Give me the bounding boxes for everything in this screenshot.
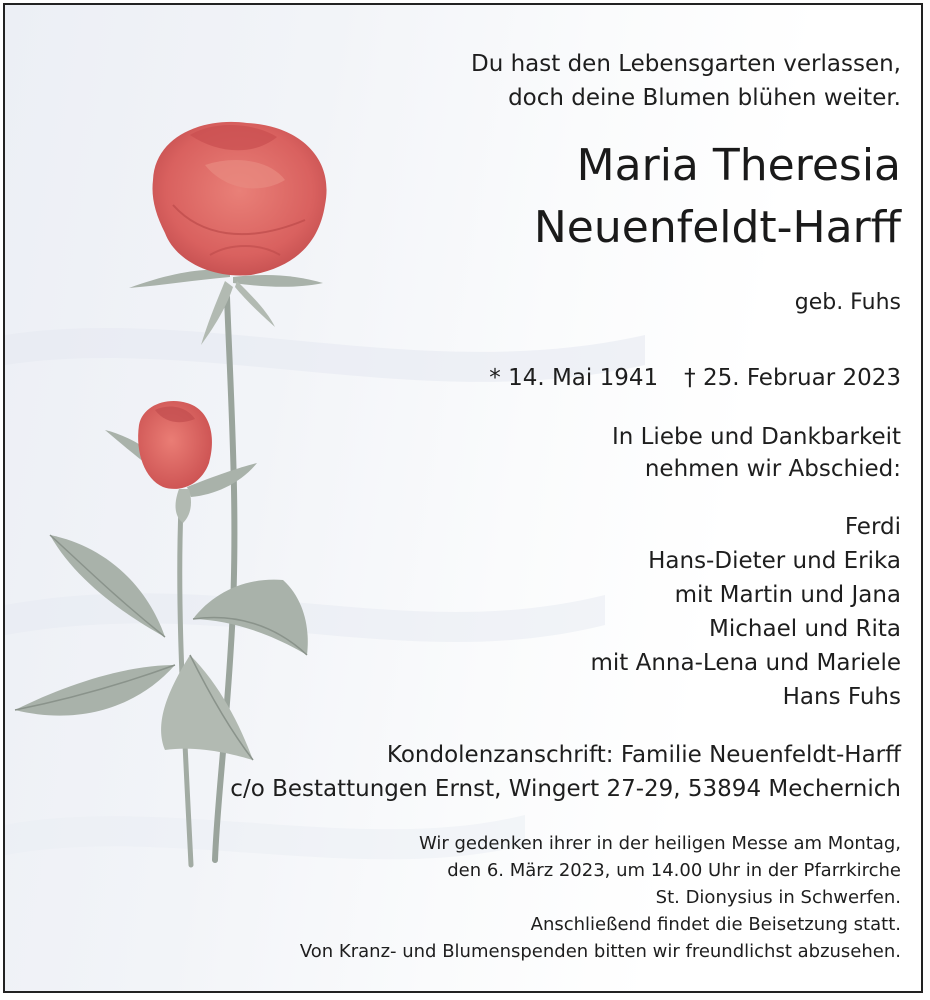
motto-line: Du hast den Lebensgarten verlassen, [470,51,901,77]
mourner: Hans Fuhs [782,684,901,710]
service-line: den 6. März 2023, um 14.00 Uhr in der Pfarrkirche [447,860,901,881]
service-info [300,830,901,965]
service-line: Anschließend findet die Beisetzung statt. [530,914,901,935]
motto [471,47,901,115]
address-line: Kondolenzanschrift: Familie Neuenfeldt-Harff [386,742,901,768]
first-names: Maria Theresia [576,140,901,191]
mourner: Ferdi [844,514,901,540]
surname: Neuenfeldt-Harff [533,202,901,253]
farewell-text [612,421,901,485]
condolence-address [230,738,901,806]
address-line: c/o Bestattungen Ernst, Wingert 27-29, 53894 Mechernich [230,776,901,802]
service-line: Von Kranz- und Blumenspenden bitten wir freundlichst abzusehen. [299,941,901,962]
mourner: mit Martin und Jana [674,582,901,608]
death-date: † 25. Februar 2023 [684,365,901,391]
mourners-list [591,510,902,714]
service-line: Wir gedenken ihrer in der heiligen Messe am Montag, [418,833,901,854]
mourner: Michael und Rita [709,616,901,642]
life-dates [489,362,901,394]
maiden-name-text: geb. Fuhs [794,290,901,315]
mourner: Hans-Dieter und Erika [648,548,901,574]
obituary-notice [3,3,923,993]
birth-date: * 14. Mai 1941 [489,365,659,391]
motto-line: doch deine Blumen blühen weiter. [508,85,901,111]
maiden-name [795,288,901,318]
farewell-line: nehmen wir Abschied: [644,456,901,482]
service-line: St. Dionysius in Schwerfen. [655,887,901,908]
deceased-name [534,135,901,259]
farewell-line: In Liebe und Dankbarkeit [611,424,901,450]
mourner: mit Anna-Lena und Mariele [590,650,901,676]
